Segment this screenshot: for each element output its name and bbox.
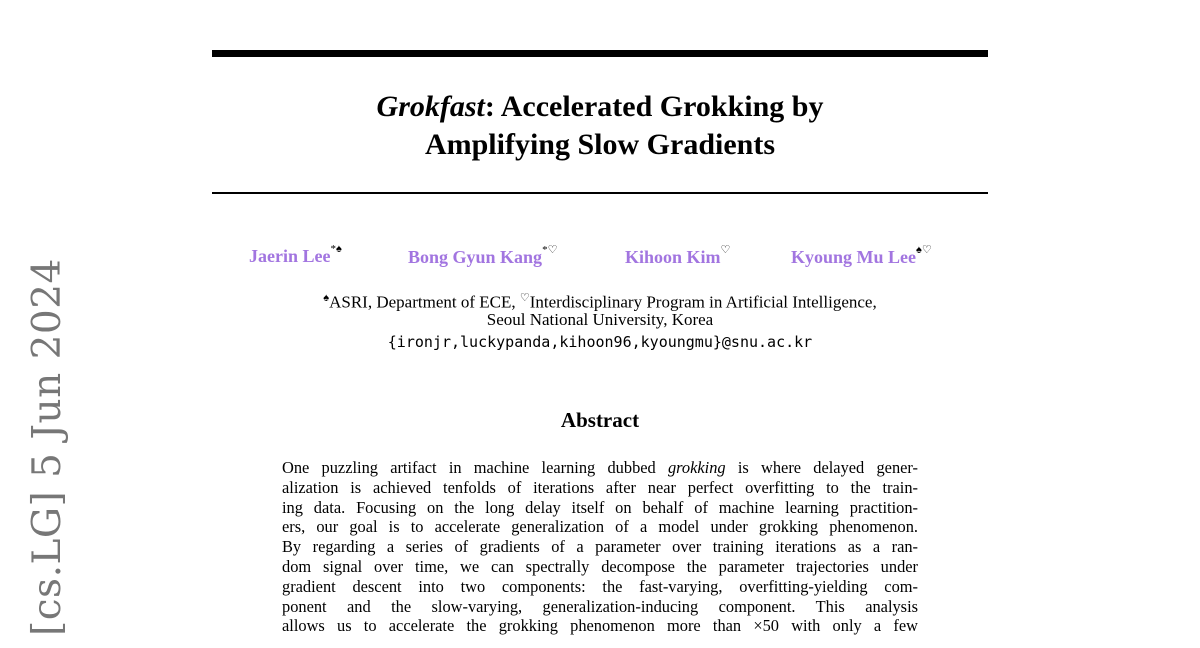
abstract-line: alization is achieved tenfolds of iterations after near perfect overfitting to the train-	[282, 477, 918, 497]
title-italic: Grokfast	[376, 90, 485, 123]
abstract-line: ers, our goal is to accelerate generalization of a model under grokking phenomenon.	[282, 517, 918, 537]
abstract-line: dom signal over time, we can spectrally decompose the parameter trajectories under	[282, 556, 918, 576]
author-4[interactable]: Kyoung Mu Lee♠♡	[791, 244, 932, 267]
author-emails: {ironjr,luckypanda,kihoon96,kyoungmu}@snu.ac.kr	[387, 333, 813, 351]
abstract-line: By regarding a series of gradients of a parameter over training iterations as a ran-	[282, 537, 918, 557]
abstract-heading: Abstract	[560, 408, 640, 432]
title-line2: Amplifying Slow Gradients	[424, 128, 776, 161]
affiliation-line2: Seoul National University, Korea	[486, 310, 714, 329]
arxiv-side-stamp: [cs.LG] 5 Jun 2024	[25, 258, 70, 636]
affiliation-line1: ♠ASRI, Department of ECE, ♡Interdisciplinary Program in Artificial Intelligence,	[323, 292, 877, 312]
abstract-line: gradient descent into two components: the fast-varying, overfitting-yielding com-	[282, 576, 918, 596]
author-2[interactable]: Bong Gyun Kang*♡	[408, 244, 558, 267]
abstract-line: ing data. Focusing on the long delay itself on behalf of machine learning practition-	[282, 497, 918, 517]
title-bottom-rule	[212, 192, 988, 194]
title-top-rule	[212, 50, 988, 57]
abstract-line: allows us to accelerate the grokking phenomenon more than ×50 with only a few	[282, 616, 918, 636]
abstract-line: ponent and the slow-varying, generalization-inducing component. This analysis	[282, 596, 918, 616]
author-1[interactable]: Jaerin Lee*♠	[249, 243, 342, 266]
author-list	[0, 243, 1200, 272]
abstract-body	[282, 458, 918, 636]
author-3[interactable]: Kihoon Kim♡	[625, 244, 731, 267]
abstract-line: One puzzling artifact in machine learning dubbed grokking is where delayed gener-	[282, 458, 918, 477]
paper-title	[212, 88, 988, 164]
title-line1: : Accelerated Grokking by	[484, 90, 824, 123]
